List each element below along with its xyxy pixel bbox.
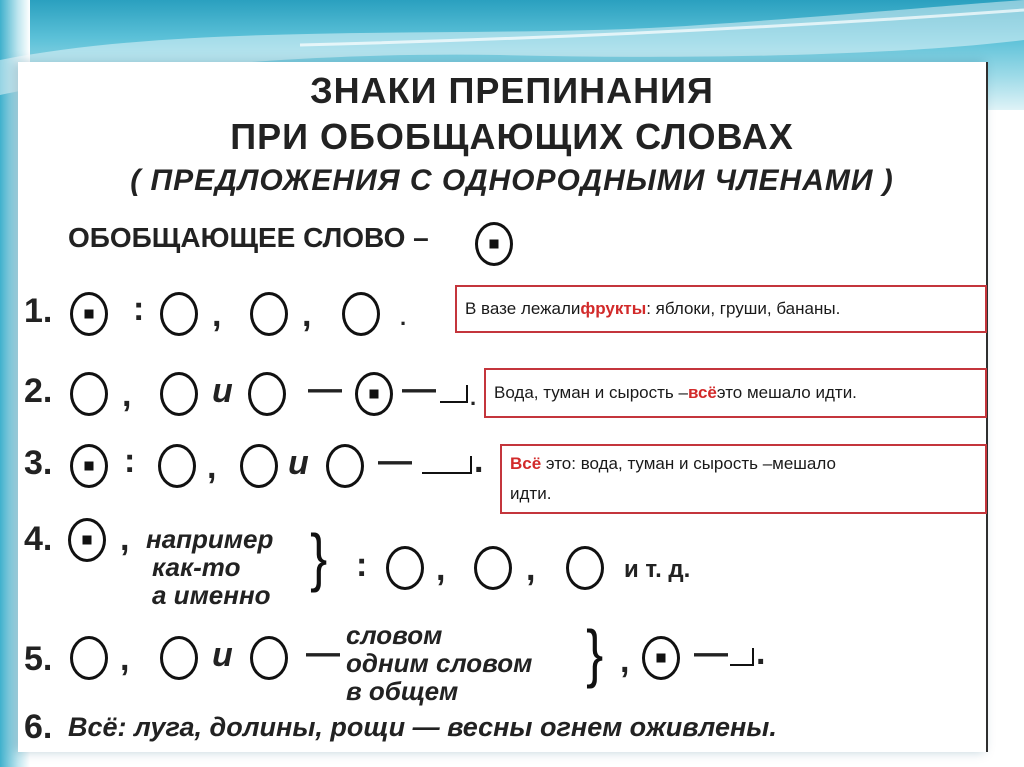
example-2-before: Вода, туман и сырость –	[494, 383, 688, 402]
predicate-blank-icon	[422, 456, 472, 474]
example-box-2	[484, 368, 987, 418]
dash: —	[306, 634, 340, 672]
generalizing-word-circle-icon	[68, 518, 106, 562]
summary-word-3: в общем	[346, 676, 459, 706]
comma: ,	[120, 520, 130, 558]
comma: ,	[207, 448, 217, 486]
example-3-line-2: идти.	[510, 484, 552, 503]
title-line-2: ПРИ ОБОБЩАЮЩИХ СЛОВАХ	[230, 116, 794, 157]
comma: ,	[620, 642, 630, 680]
period: .	[756, 634, 766, 672]
dash: —	[378, 442, 412, 480]
example-3-text: это: вода, туман и сырость –мешало	[541, 454, 836, 473]
dash: —	[308, 370, 342, 408]
comma: ,	[302, 296, 312, 334]
conjunction-and: и	[288, 444, 309, 482]
member-circle-icon	[70, 636, 108, 680]
colon: :	[124, 442, 136, 480]
brace-icon: }	[310, 521, 328, 593]
member-circle-icon	[250, 292, 288, 336]
introductory-word-1: например	[146, 524, 274, 554]
comma: ,	[120, 640, 130, 678]
dash: —	[402, 370, 436, 408]
example-3-line-1	[510, 449, 836, 479]
example-box-1	[455, 285, 987, 333]
title-line-3: ( ПРЕДЛОЖЕНИЯ С ОДНОРОДНЫМИ ЧЛЕНАМИ )	[130, 164, 894, 197]
generalizing-word-circle-icon	[355, 372, 393, 416]
example-3-highlight: Всё	[510, 454, 542, 473]
member-circle-icon	[326, 444, 364, 488]
introductory-word-2: как-то	[152, 552, 241, 582]
row-4-number: 4.	[24, 520, 53, 558]
row-2-number: 2.	[24, 372, 53, 410]
generalizing-word-symbol-icon	[475, 222, 513, 266]
example-1-before: В вазе лежали	[465, 299, 581, 318]
comma: ,	[122, 376, 132, 414]
comma: ,	[526, 550, 536, 588]
comma: ,	[212, 296, 222, 334]
example-2-after: это мешало идти.	[716, 383, 857, 402]
summary-word-1: словом	[346, 620, 443, 650]
etc-text: и т. д.	[624, 556, 691, 583]
member-circle-icon	[386, 546, 424, 590]
predicate-blank-icon	[440, 385, 468, 403]
summary-word-2: одним словом	[346, 648, 533, 678]
generalizing-word-circle-icon	[642, 636, 680, 680]
member-circle-icon	[158, 444, 196, 488]
legend-label: ОБОБЩАЮЩЕЕ СЛОВО –	[68, 222, 429, 253]
brace-icon: }	[586, 617, 604, 689]
period: .	[400, 305, 407, 330]
generalizing-word-circle-icon	[70, 444, 108, 488]
generalizing-word-circle-icon	[70, 292, 108, 336]
predicate-blank-icon	[730, 648, 754, 666]
conjunction-and: и	[212, 636, 233, 674]
example-1-after: : яблоки, груши, бананы.	[646, 299, 841, 318]
colon: :	[133, 290, 145, 328]
example-2-highlight: всё	[687, 383, 717, 402]
period: .	[474, 442, 484, 480]
row-5-number: 5.	[24, 640, 53, 678]
introductory-word-3: а именно	[152, 580, 271, 610]
member-circle-icon	[160, 292, 198, 336]
dash: —	[694, 634, 728, 672]
member-circle-icon	[250, 636, 288, 680]
example-1-highlight: фрукты	[580, 299, 647, 318]
example-box-3	[500, 444, 987, 514]
title-line-1: ЗНАКИ ПРЕПИНАНИЯ	[310, 70, 714, 111]
comma: ,	[436, 550, 446, 588]
conjunction-and: и	[212, 372, 233, 410]
row-1-number: 1.	[24, 292, 53, 330]
row-6-number: 6.	[24, 708, 53, 746]
member-circle-icon	[474, 546, 512, 590]
member-circle-icon	[160, 636, 198, 680]
member-circle-icon	[566, 546, 604, 590]
member-circle-icon	[70, 372, 108, 416]
member-circle-icon	[342, 292, 380, 336]
member-circle-icon	[240, 444, 278, 488]
row-6-example: Всё: луга, долины, рощи — весны огнем оживлены.	[68, 712, 777, 742]
row-3-number: 3.	[24, 444, 53, 482]
colon: :	[356, 546, 368, 584]
period: .	[470, 385, 477, 410]
member-circle-icon	[248, 372, 286, 416]
member-circle-icon	[160, 372, 198, 416]
